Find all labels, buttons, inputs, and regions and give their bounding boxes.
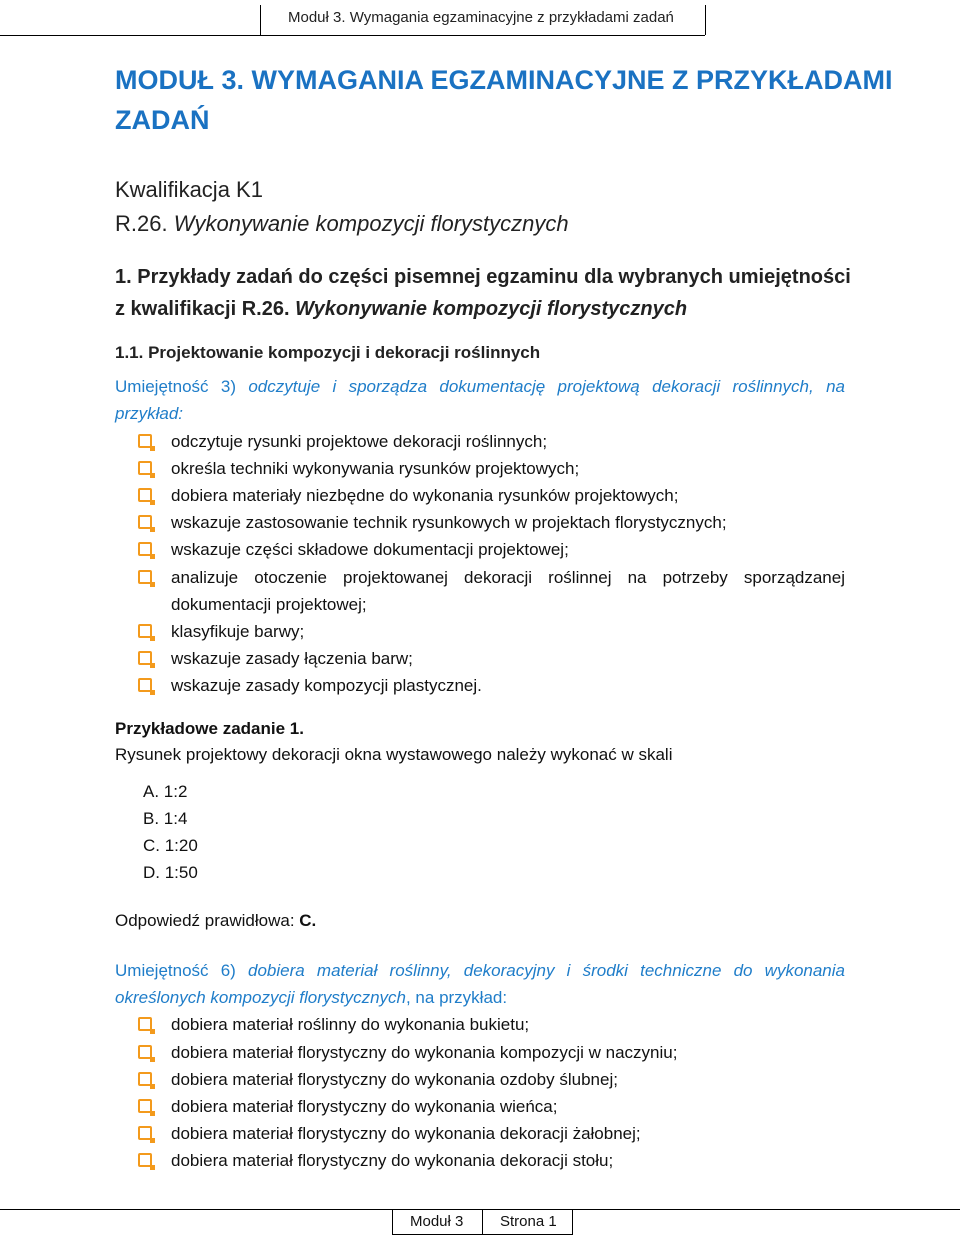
subsection-heading: 1.1. Projektowanie kompozycji i dekoracji roślinnych <box>115 343 541 362</box>
answer-option-a: A. 1:2 <box>143 782 188 801</box>
answer-option-d: D. 1:50 <box>143 863 198 882</box>
header-title: Moduł 3. Wymagania egzaminacyjne z przykładami zadań <box>288 9 674 26</box>
answer-option-c: C. 1:20 <box>143 836 198 855</box>
section-heading-line1: 1. Przykłady zadań do części pisemnej egzaminu dla wybranych umiejętności <box>115 266 851 288</box>
checkbox-icon <box>138 570 152 584</box>
qualification-code: R.26. <box>115 211 174 236</box>
checkbox-icon <box>138 624 152 638</box>
header-rule <box>0 35 705 36</box>
checkbox-icon <box>138 1153 152 1167</box>
checkbox-icon <box>138 1072 152 1086</box>
footer-page-number: Strona 1 <box>500 1213 557 1230</box>
skill3-prefix: Umiejętność 3) <box>115 377 249 396</box>
correct-answer <box>115 911 316 931</box>
skill6-prefix: Umiejętność 6) <box>115 961 249 980</box>
header-divider-right <box>705 5 706 35</box>
checkbox-icon <box>138 651 152 665</box>
answer-option-b: B. 1:4 <box>143 809 188 828</box>
checkbox-icon <box>138 1126 152 1140</box>
section-heading-prefix: z kwalifikacji R.26. <box>115 298 296 320</box>
skill6-description-line1 <box>115 961 845 981</box>
qualification-title: Wykonywanie kompozycji florystycznych <box>173 211 569 236</box>
page-title-line2: ZADAŃ <box>115 105 210 135</box>
header-divider-left <box>260 5 261 35</box>
skill3-description-line1 <box>115 377 845 397</box>
skill3-text: odczytuje i sporządza dokumentację projektową dekoracji roślinnych, na <box>248 377 845 396</box>
task-heading: Przykładowe zadanie 1. <box>115 719 304 738</box>
checkbox-icon <box>138 488 152 502</box>
skill3-description-line2: przykład: <box>115 404 184 423</box>
skill6-description-line2: określonych kompozycji florystycznych, na przykład: <box>115 988 508 1007</box>
checkbox-icon <box>138 1045 152 1059</box>
section-heading-line2 <box>115 294 687 324</box>
checkbox-icon <box>138 1017 152 1031</box>
section-heading-italic: Wykonywanie kompozycji florystycznych <box>295 298 688 320</box>
page-title-line1: MODUŁ 3. WYMAGANIA EGZAMINACYJNE Z PRZYKŁADAMI <box>115 65 893 95</box>
checkbox-icon <box>138 542 152 556</box>
checkbox-icon <box>138 461 152 475</box>
qualification-heading: Kwalifikacja K1 <box>115 177 263 202</box>
qualification-name <box>115 209 569 239</box>
checkbox-icon <box>138 678 152 692</box>
checkbox-icon <box>138 434 152 448</box>
checkbox-icon <box>138 1099 152 1113</box>
skill6-text: dobiera materiał roślinny, dekoracyjny i środki techniczne do wykonania <box>248 961 845 980</box>
task-question: Rysunek projektowy dekoracji okna wystawowego należy wykonać w skali <box>115 745 673 764</box>
footer-module: Moduł 3 <box>410 1213 464 1230</box>
correct-answer-value: C. <box>299 911 317 930</box>
correct-answer-label: Odpowiedź prawidłowa: <box>115 911 300 930</box>
checkbox-icon <box>138 515 152 529</box>
